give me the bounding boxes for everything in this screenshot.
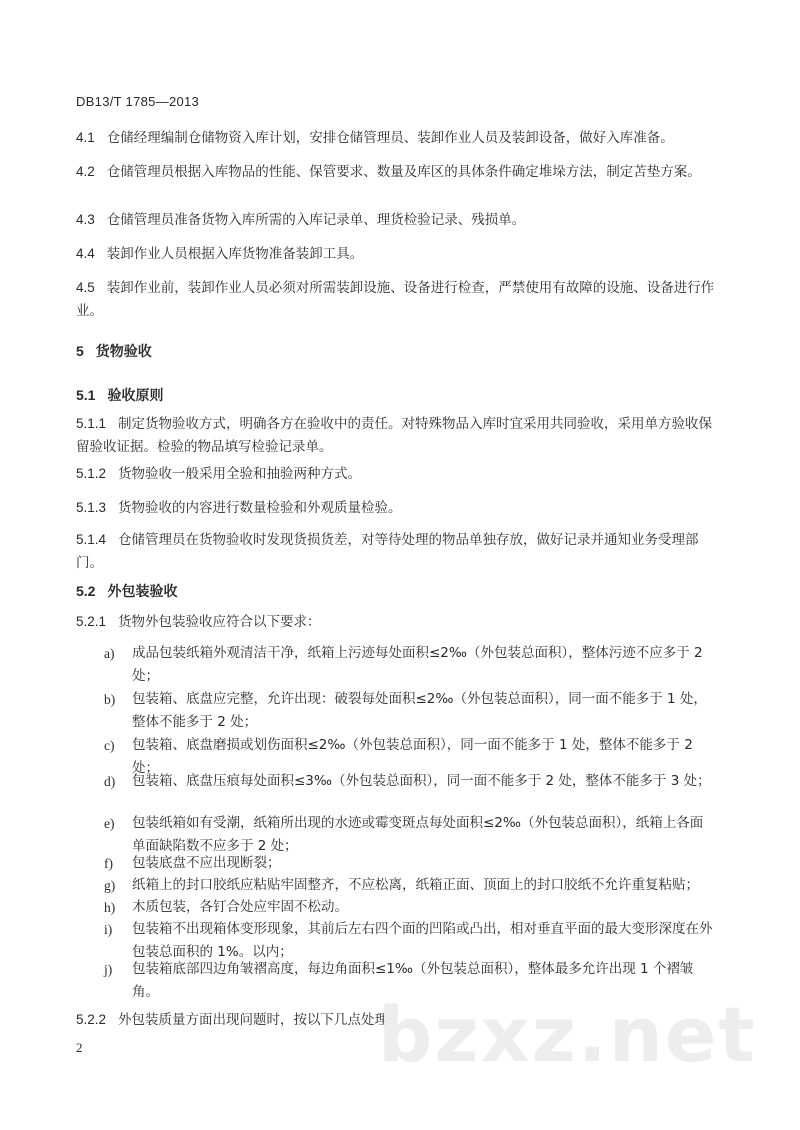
- clause-4-5: [76, 276, 716, 323]
- list-item-b: [104, 688, 716, 734]
- clause-number: 5.1.1: [76, 416, 107, 431]
- list-text: 包装箱不出现箱体变形现象，其前后左右四个面的凹陷或凸出，相对垂直平面的最大变形深度在外包装总面积的 1%。以内；: [132, 921, 713, 960]
- list-item-g: [104, 874, 716, 897]
- clause-text: 装卸作业前，装卸作业人员必须对所需装卸设施、设备进行检查，严禁使用有故障的设施、设备进行作业。: [76, 280, 715, 319]
- list-marker: h): [104, 900, 116, 915]
- list-marker: f): [104, 856, 113, 871]
- clause-text: 仓储管理员根据入库物品的性能、保管要求、数量及库区的具体条件确定堆垛方法，制定苫垫方案。: [106, 164, 701, 180]
- list-marker: e): [104, 816, 115, 831]
- list-marker: i): [104, 922, 113, 937]
- list-text: 包装箱、底盘磨损或划伤面积≤2‰（外包装总面积），同一面不能多于 1 处，整体不能多于 2 处；: [132, 737, 693, 776]
- clause-number: 5.1.4: [76, 532, 107, 547]
- list-item-d: [104, 770, 716, 793]
- clause-text: 制定货物验收方式，明确各方在验收中的责任。对特殊物品入库时宜采用共同验收，采用单方验收保留验收证据。检验的物品填写检验记录单。: [76, 416, 713, 455]
- list-text: 包装底盘不应出现断裂；: [132, 855, 281, 871]
- clause-text: 装卸作业人员根据入库货物准备装卸工具。: [106, 246, 364, 262]
- clause-number: 5.1.2: [76, 466, 107, 481]
- section-5-heading: [76, 340, 716, 364]
- section-title: 外包装验收: [107, 584, 178, 600]
- list-marker: j): [104, 962, 113, 977]
- list-marker: g): [104, 878, 116, 893]
- document-code: DB13/T 1785—2013: [76, 94, 200, 109]
- watermark: bzxz.net: [378, 990, 757, 1079]
- clause-5-1-4: [76, 528, 716, 575]
- list-text: 包装箱、底盘压痕每处面积≤3‰（外包装总面积），同一面不能多于 2 处，整体不能多于 3 处；: [132, 773, 711, 789]
- clause-4-4: [76, 242, 716, 266]
- clause-5-2-1: [76, 610, 716, 634]
- clause-5-1-3: [76, 496, 716, 520]
- clause-number: 4.5: [76, 280, 95, 295]
- section-title: 验收原则: [107, 388, 164, 404]
- section-number: 5.2: [76, 583, 96, 599]
- page-number: 2: [76, 1040, 83, 1055]
- clause-number: 5.2.1: [76, 614, 107, 629]
- section-5-1-heading: [76, 384, 716, 408]
- clause-text: 外包装质量方面出现问题时，按以下几点处理：: [118, 1012, 402, 1028]
- list-marker: d): [104, 774, 116, 789]
- list-item-a: [104, 642, 716, 688]
- list-item-h: [104, 896, 716, 919]
- section-5-2-heading: [76, 580, 716, 604]
- list-text: 纸箱上的封口胶纸应粘贴牢固整齐，不应松离，纸箱正面、顶面上的封口胶纸不允许重复粘贴；: [132, 877, 699, 893]
- section-number: 5.1: [76, 387, 96, 403]
- list-item-f: [104, 852, 716, 875]
- section-number: 5: [76, 343, 84, 359]
- clause-number: 4.2: [76, 164, 95, 179]
- clause-number: 5.2.2: [76, 1012, 107, 1027]
- list-text: 包装纸箱如有受潮，纸箱所出现的水迹或霉变斑点每处面积≤2‰（外包装总面积），纸箱上各面单面缺陷数不应多于 2 处；: [132, 815, 704, 854]
- list-marker: c): [104, 738, 115, 753]
- clause-number: 4.4: [76, 246, 95, 261]
- clause-text: 仓储经理编制仓储物资入库计划，安排仓储管理员、装卸作业人员及装卸设备，做好入库准备。: [106, 130, 674, 146]
- list-text: 包装箱、底盘应完整，允许出现：破裂每处面积≤2‰（外包装总面积），同一面不能多于 1 处，整体不能多于 2 处；: [132, 691, 707, 730]
- clause-text: 货物外包装验收应符合以下要求：: [118, 614, 321, 630]
- clause-number: 4.3: [76, 212, 95, 227]
- clause-4-2: [76, 160, 716, 184]
- clause-5-1-1: [76, 412, 716, 459]
- clause-number: 5.1.3: [76, 500, 107, 515]
- clause-4-1: [76, 126, 716, 150]
- list-text: 包装箱底部四边角皱褶高度，每边角面积≤1‰（外包装总面积），整体最多允许出现 1 个褶皱角。: [132, 961, 694, 1000]
- clause-text: 仓储管理员准备货物入库所需的入库记录单、理货检验记录、残损单。: [106, 212, 526, 228]
- list-text: 成品包装纸箱外观清洁干净，纸箱上污迹每处面积≤2‰（外包装总面积），整体污迹不应多于 2 处；: [132, 645, 703, 684]
- clause-text: 仓储管理员在货物验收时发现货损货差，对等待处理的物品单独存放，做好记录并通知业务受理部门。: [76, 532, 699, 571]
- section-title: 货物验收: [95, 344, 152, 360]
- list-marker: b): [104, 692, 116, 707]
- clause-text: 货物验收的内容进行数量检验和外观质量检验。: [118, 500, 402, 516]
- list-text: 木质包装，各钉合处应牢固不松动。: [132, 899, 348, 915]
- list-marker: a): [104, 646, 115, 661]
- clause-text: 货物验收一般采用全验和抽验两种方式。: [118, 466, 362, 482]
- clause-number: 4.1: [76, 130, 95, 145]
- clause-4-3: [76, 208, 716, 232]
- clause-5-1-2: [76, 462, 716, 486]
